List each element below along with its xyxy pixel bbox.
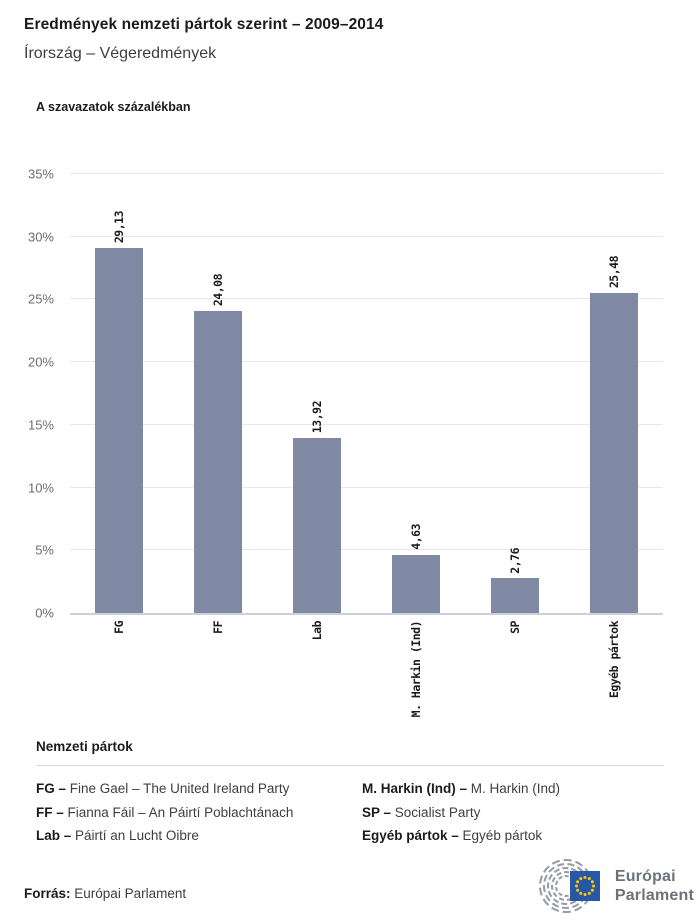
y-axis — [0, 166, 60, 621]
y-tick-label: 35% — [27, 166, 54, 182]
y-tick-label: 5% — [35, 542, 54, 558]
bar — [194, 311, 242, 613]
x-label-slot — [366, 621, 465, 717]
ep-logo — [536, 857, 694, 915]
legend-entry-abbr: M. Harkin (Ind) – — [362, 781, 468, 796]
source-label: Forrás: — [24, 886, 71, 901]
legend-entry-name: Fine Gael – The United Ireland Party — [69, 781, 290, 796]
bar — [491, 578, 539, 613]
legend-entry-abbr: FF – — [36, 804, 64, 820]
legend-section — [36, 739, 664, 852]
x-label-slot — [564, 621, 663, 698]
legend-entry — [36, 805, 362, 829]
x-tick-label: M. Harkin (Ind) — [408, 621, 423, 718]
x-label-slot — [70, 621, 169, 634]
legend-title: Nemzeti pártok — [36, 739, 133, 754]
ep-logo-text-line1: Európai — [614, 868, 676, 885]
legend-entry-abbr: SP – — [362, 804, 392, 820]
bar-slot — [564, 174, 663, 613]
y-tick-label: 25% — [27, 291, 54, 307]
bar-chart — [0, 160, 700, 735]
x-tick-label: FG — [112, 621, 127, 634]
bar — [95, 248, 143, 613]
x-label-slot — [465, 621, 564, 634]
bar-slot — [70, 174, 169, 613]
bar-value-label: 2,76 — [507, 547, 522, 574]
legend-entry-abbr: Lab – — [36, 828, 72, 843]
bar-slot — [268, 174, 367, 613]
page-subtitle: Írország – Végeredmények — [24, 45, 217, 62]
legend-entry — [36, 781, 362, 805]
x-tick-label: Lab — [310, 621, 325, 641]
bar-value-label: 24,08 — [211, 273, 226, 306]
legend-entry — [36, 828, 362, 852]
legend-entry-name: Páirtí an Lucht Oibre — [75, 828, 199, 843]
legend-entry-name: Socialist Party — [394, 804, 481, 820]
bar-slot — [366, 174, 465, 613]
x-tick-label: SP — [507, 621, 522, 634]
legend-entry-abbr: Egyéb pártok – — [362, 828, 459, 843]
legend-entry — [362, 781, 664, 805]
bar-value-label: 4,63 — [408, 524, 423, 550]
page-title: Eredmények nemzeti pártok szerint – 2009–2014 — [24, 16, 384, 33]
bar-value-label: 13,92 — [310, 401, 325, 434]
ep-logo-text-line2: Parlament — [614, 887, 694, 904]
chart-title: A szavazatok százalékban — [36, 100, 191, 114]
legend-entry-name: Fianna Fáil – An Páirtí Poblachtánach — [67, 804, 294, 820]
legend-entry — [362, 828, 664, 852]
x-tick-label: Egyéb pártok — [606, 621, 621, 699]
x-label-slot — [169, 621, 268, 634]
legend-entry-abbr: FG – — [36, 781, 67, 796]
y-tick-label: 0% — [35, 605, 54, 621]
source-line — [24, 886, 186, 901]
bar — [293, 438, 341, 613]
legend-entries — [36, 781, 664, 852]
bar — [590, 293, 638, 613]
legend-entry-name: Egyéb pártok — [462, 828, 543, 843]
bar-value-label: 25,48 — [606, 256, 621, 289]
bar-series — [70, 174, 663, 613]
legend-entry-name: M. Harkin (Ind) — [470, 781, 561, 796]
bar-slot — [169, 174, 268, 613]
plot-area — [70, 174, 663, 615]
legend-entry — [362, 805, 664, 829]
x-label-slot — [268, 621, 367, 640]
y-tick-label: 15% — [27, 417, 54, 433]
x-tick-label: FF — [211, 621, 226, 634]
ep-logo-text — [615, 867, 694, 905]
bar — [392, 555, 440, 613]
y-tick-label: 20% — [27, 354, 54, 370]
legend-divider — [36, 765, 664, 766]
x-axis-labels — [70, 621, 663, 717]
ep-hemicycle-flag-icon — [536, 857, 608, 915]
y-tick-label: 30% — [27, 229, 54, 245]
y-tick-label: 10% — [27, 480, 54, 496]
eu-flag-icon — [570, 871, 600, 901]
bar-value-label: 29,13 — [112, 210, 127, 243]
source-value: Európai Parlament — [74, 886, 187, 901]
bar-slot — [465, 174, 564, 613]
